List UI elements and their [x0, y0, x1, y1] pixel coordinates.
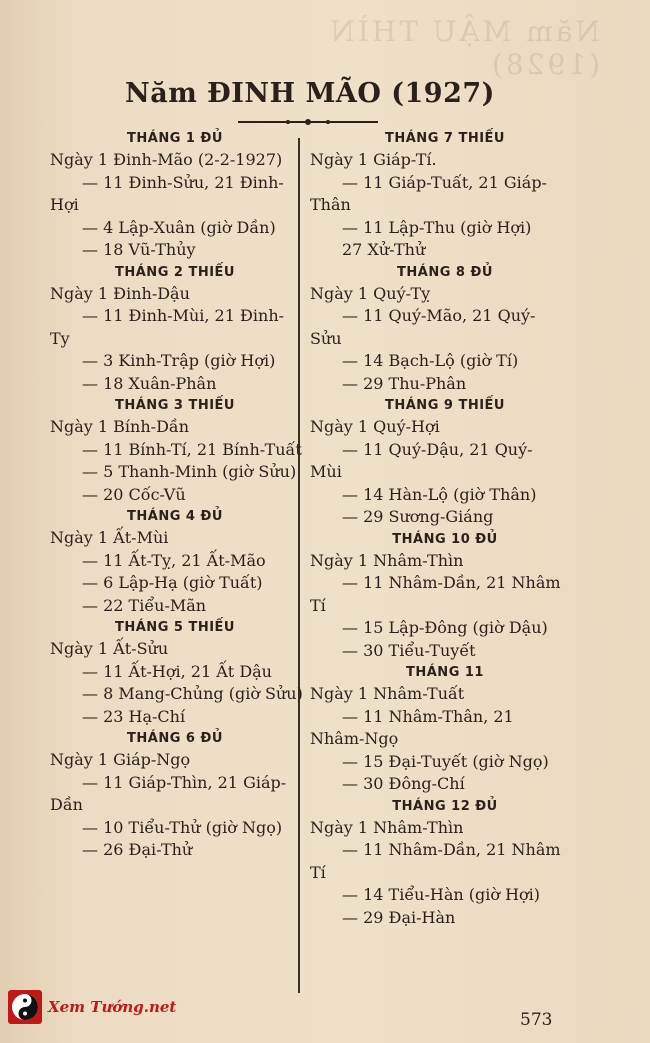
calendar-line: — 11 Quý-Mão, 21 Quý-	[342, 306, 536, 325]
calendar-line: — 15 Đại-Tuyết (giờ Ngọ)	[342, 751, 549, 771]
calendar-line: — 6 Lập-Hạ (giờ Tuất)	[82, 573, 263, 592]
calendar-line: Ngày 1 Giáp-Ngọ	[50, 750, 191, 769]
calendar-line: — 29 Sương-Giáng	[342, 507, 494, 526]
calendar-line: Ngày 1 Quý-Tỵ	[310, 283, 431, 303]
calendar-line: — 11 Giáp-Tuất, 21 Giáp-	[342, 172, 547, 192]
month-header: THÁNG 7 THIẾU	[385, 131, 505, 146]
calendar-line: Ngày 1 Ất-Sửu	[50, 639, 169, 658]
month-header: THÁNG 9 THIẾU	[385, 398, 505, 413]
calendar-line: Tí	[310, 595, 326, 615]
calendar-line: — 14 Tiểu-Hàn (giờ Hợi)	[342, 885, 541, 904]
calendar-line: Thân	[310, 195, 351, 214]
calendar-line: — 11 Ất-Tỵ, 21 Ất-Mão	[82, 550, 266, 570]
calendar-line: Tí	[310, 862, 326, 882]
calendar-line: — 30 Tiểu-Tuyết	[342, 640, 476, 660]
watermark-text: Xem Tướng.net	[48, 998, 177, 1016]
calendar-line: — 11 Bính-Tí, 21 Bính-Tuất	[82, 439, 302, 459]
calendar-line: Ngày 1 Nhâm-Thìn	[310, 550, 464, 570]
watermark-logo	[8, 990, 176, 1024]
calendar-line: 27 Xử-Thử	[342, 240, 426, 259]
calendar-line: Ngày 1 Nhâm-Thìn	[310, 817, 464, 837]
calendar-line: — 3 Kinh-Trập (giờ Hợi)	[82, 351, 276, 370]
calendar-line: — 29 Thu-Phân	[342, 373, 467, 393]
calendar-line: — 10 Tiểu-Thử (giờ Ngọ)	[82, 817, 283, 837]
month-header: THÁNG 4 ĐỦ	[127, 509, 223, 524]
month-header: THÁNG 12 ĐỦ	[392, 798, 498, 814]
page-number: 573	[520, 1010, 553, 1030]
yin-yang-icon	[8, 990, 42, 1024]
calendar-line: Ngày 1 Giáp-Tí.	[310, 150, 437, 169]
month-header: THÁNG 6 ĐỦ	[127, 731, 223, 746]
calendar-line: — 5 Thanh-Minh (giờ Sửu)	[82, 462, 297, 481]
calendar-line: — 23 Hạ-Chí	[82, 706, 186, 726]
right-column	[310, 128, 580, 929]
title-ornament	[238, 118, 378, 126]
calendar-line: — 8 Mang-Chủng (giờ Sửu)	[82, 684, 303, 703]
month-header: THÁNG 11	[406, 665, 484, 680]
calendar-line: — 14 Bạch-Lộ (giờ Tí)	[342, 351, 519, 370]
calendar-line: — 26 Đại-Thử	[82, 840, 193, 859]
calendar-line: Hợi	[50, 195, 79, 214]
month-header: THÁNG 5 THIẾU	[115, 620, 235, 635]
calendar-line: Dần	[50, 795, 83, 814]
calendar-line: — 4 Lập-Xuân (giờ Dần)	[82, 217, 276, 237]
calendar-line: Mùi	[310, 462, 342, 481]
calendar-line: Ngày 1 Quý-Hợi	[310, 417, 440, 436]
calendar-line: — 11 Quý-Dậu, 21 Quý-	[342, 439, 533, 459]
calendar-line: — 15 Lập-Đông (giờ Dậu)	[342, 618, 548, 637]
month-header: THÁNG 2 THIẾU	[115, 264, 235, 280]
calendar-line: — 11 Lập-Thu (giờ Hợi)	[342, 217, 532, 237]
calendar-line: Ngày 1 Đinh-Dậu	[50, 283, 190, 303]
calendar-line: — 20 Cốc-Vũ	[82, 484, 186, 504]
calendar-line: — 11 Nhâm-Dần, 21 Nhâm	[342, 573, 561, 592]
calendar-line: Ty	[50, 328, 70, 348]
calendar-line: — 14 Hàn-Lộ (giờ Thân)	[342, 484, 537, 504]
calendar-line: — 11 Ất-Hợi, 21 Ất Dậu	[82, 661, 272, 681]
calendar-line: Ngày 1 Ất-Mùi	[50, 528, 169, 547]
left-column	[50, 128, 303, 862]
calendar-line: Nhâm-Ngọ	[310, 729, 399, 748]
calendar-line: — 18 Vũ-Thủy	[82, 240, 196, 259]
month-header: THÁNG 1 ĐỦ	[127, 131, 223, 146]
calendar-line: — 11 Nhâm-Dần, 21 Nhâm	[342, 840, 561, 859]
bleed-through-text: Năm MẬU THÌN (1928)	[327, 15, 600, 81]
calendar-line: — 29 Đại-Hàn	[342, 907, 456, 927]
calendar-line: — 18 Xuân-Phân	[82, 373, 217, 393]
calendar-line: Sửu	[310, 328, 342, 348]
calendar-line: — 11 Đinh-Sửu, 21 Đinh-	[82, 172, 284, 192]
page-title: Năm ĐINH MÃO (1927)	[125, 78, 495, 109]
month-header: THÁNG 3 THIẾU	[115, 398, 235, 413]
calendar-line: — 11 Nhâm-Thân, 21	[342, 706, 514, 726]
calendar-line: — 22 Tiểu-Mãn	[82, 595, 207, 615]
month-header: THÁNG 8 ĐỦ	[397, 264, 493, 280]
calendar-line: — 11 Giáp-Thìn, 21 Giáp-	[82, 772, 287, 792]
month-header: THÁNG 10 ĐỦ	[392, 531, 498, 547]
calendar-line: — 11 Đinh-Mùi, 21 Đinh-	[82, 306, 285, 325]
calendar-line: Ngày 1 Đinh-Mão (2-2-1927)	[50, 150, 283, 169]
calendar-line: — 30 Đông-Chí	[342, 774, 465, 793]
calendar-line: Ngày 1 Nhâm-Tuất	[310, 684, 465, 703]
calendar-line: Ngày 1 Bính-Dần	[50, 417, 189, 436]
